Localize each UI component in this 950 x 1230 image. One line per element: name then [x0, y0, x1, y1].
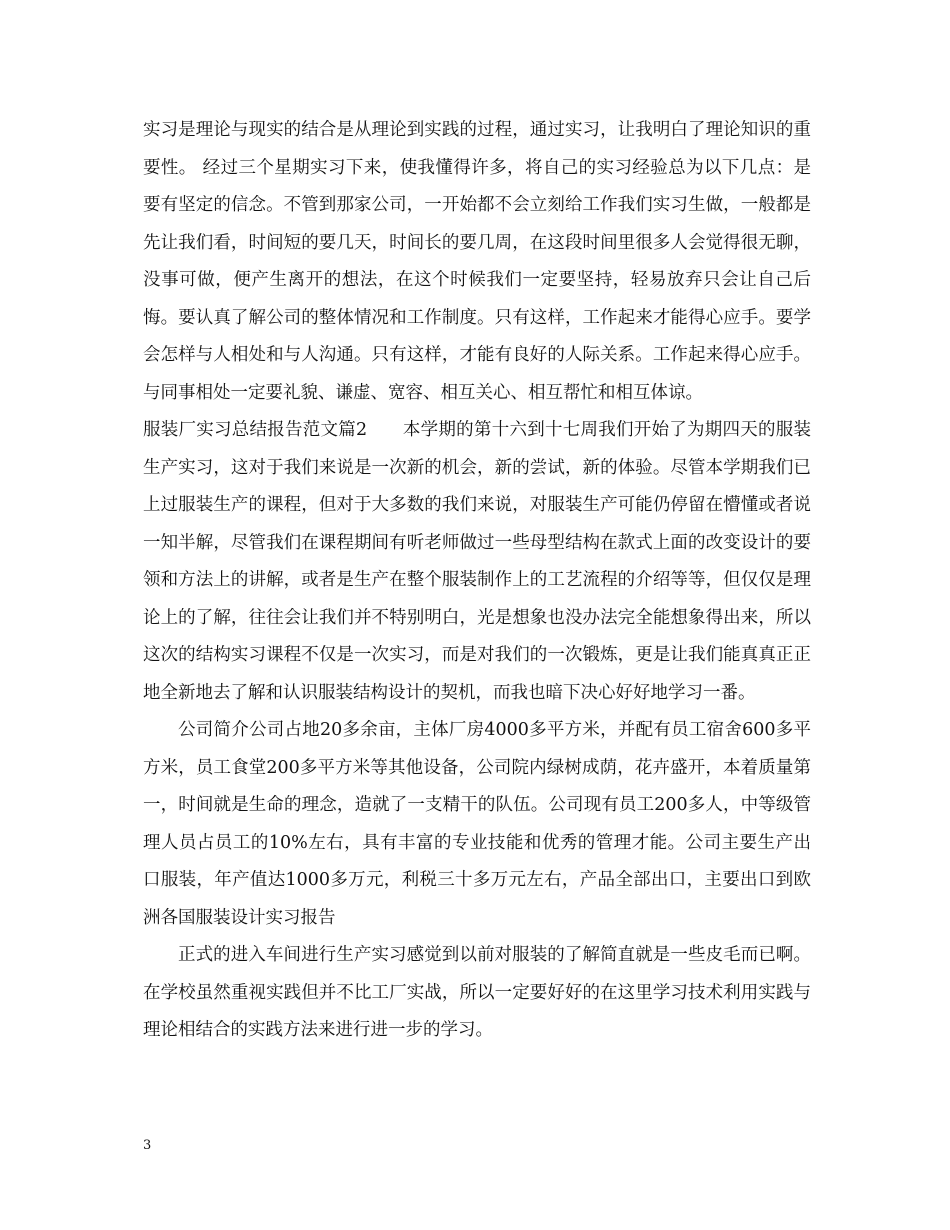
paragraph-4: 正式的进入车间进行生产实习感觉到以前对服装的了解简直就是一些皮毛而已啊。在学校虽然重视实践但并不比工厂实战，所以一定要好好的在这里学习技术利用实践与理论相结合的实践方法来进行进一步的学习。 [143, 945, 811, 1040]
document-body [143, 112, 811, 1050]
paragraph-2: 服装厂实习总结报告范文篇2 本学期的第十六到十七周我们开始了为期四天的服装生产实习，这对于我们来说是一次新的机会，新的尝试，新的体验。尽管本学期我们已上过服装生产的课程，但对于大多数的我们来说，对服装生产可能仍停留在懵懂或者说一知半解，尽管我们在课程期间有听老师做过一些母型结构在款式上面的改变设计的要领和方法上的讲解，或者是生产在整个服装制作上的工艺流程的介绍等等，但仅仅是理论上的了解，往往会让我们并不特别明白，光是想象也没办法完全能想象得出来，所以这次的结构实习课程不仅是一次实习，而是对我们的一次锻炼，更是让我们能真真正正地全新地去了解和认识服装结构设计的契机，而我也暗下决心好好地学习一番。 [143, 420, 811, 703]
page-number: 3 [143, 1138, 152, 1153]
paragraph-1: 实习是理论与现实的结合是从理论到实践的过程，通过实习，让我明白了理论知识的重要性。 经过三个星期实习下来，使我懂得许多，将自己的实习经验总为以下几点：是要有坚定的信念。不管到那家公司，一开始都不会立刻给工作我们实习生做，一般都是先让我们看，时间短的要几天，时间长的要几周，在这段时间里很多人会觉得很无聊，没事可做，便产生离开的想法，在这个时候我们一定要坚持，轻易放弃只会让自己后悔。要认真了解公司的整体情况和工作制度。只有这样，工作起来才能得心应手。要学会怎样与人相处和与人沟通。只有这样，才能有良好的人际关系。工作起来得心应手。与同事相处一定要礼貌、谦虚、宽容、相互关心、相互帮忙和相互体谅。 [143, 120, 811, 403]
paragraph-3: 公司简介公司占地20多余亩，主体厂房4000多平方米，并配有员工宿舍600多平方米，员工食堂200多平方米等其他设备，公司院内绿树成荫，花卉盛开，本着质量第一，时间就是生命的理念，造就了一支精干的队伍。公司现有员工200多人，中等级管理人员占员工的10%左右，具有丰富的专业技能和优秀的管理才能。公司主要生产出口服装，年产值达1000多万元，利税三十多万元左右，产品全部出口，主要出口到欧洲各国服装设计实习报告 [143, 720, 811, 928]
